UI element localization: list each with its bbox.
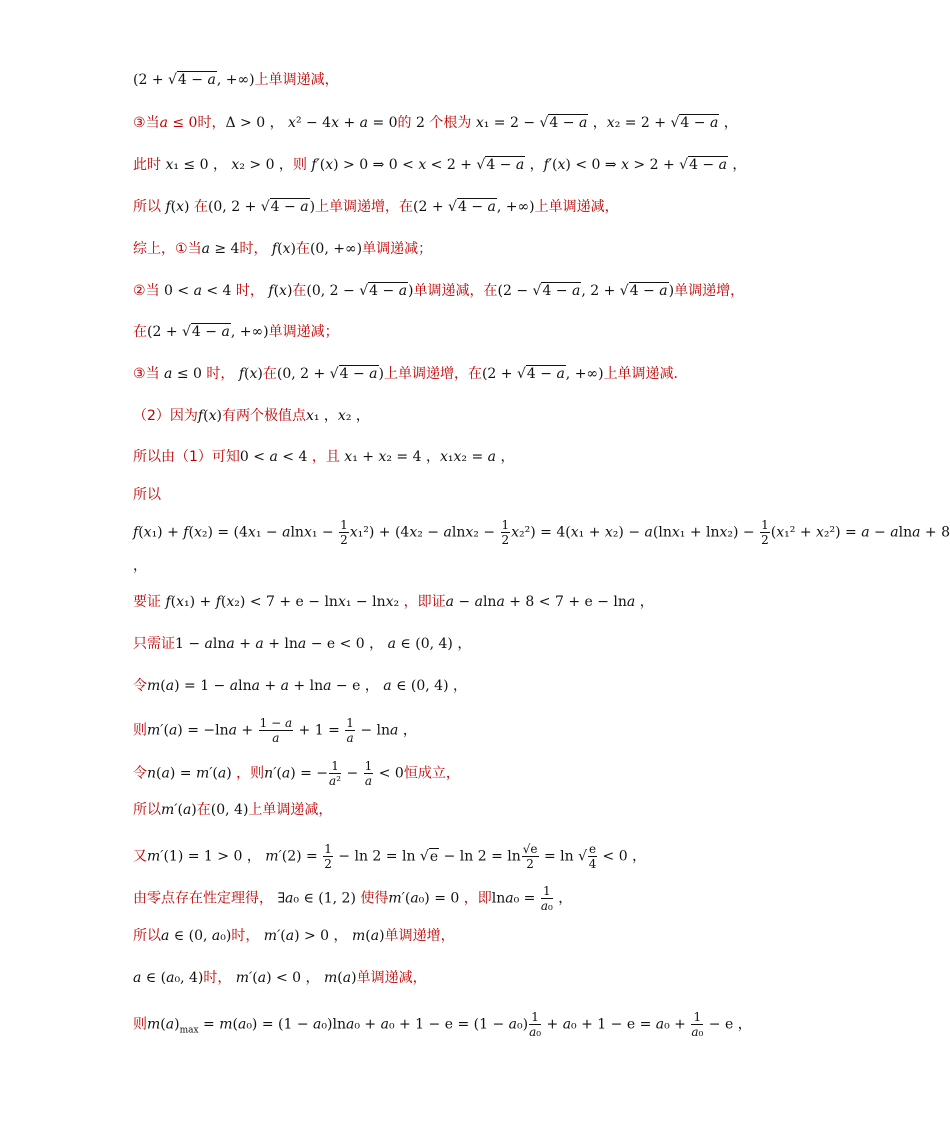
solution-line-22: 所以a ∈ (0, a₀)时， m′(a) > 0 ， m(a)单调递增， bbox=[133, 928, 455, 944]
solution-line-16: 令m(a) = 1 − alna + a + lna − e ， a ∈ (0, 4) ， bbox=[133, 678, 467, 694]
solution-line-23: a ∈ (a₀, 4)时， m′(a) < 0 ， m(a)单调递减， bbox=[133, 970, 427, 986]
solution-line-13: ， bbox=[133, 558, 147, 574]
solution-line-1: (2 + √4 − a, +∞)上单调递减， bbox=[133, 72, 339, 88]
solution-line-2: ③当a ≤ 0时，Δ > 0 ， x² − 4x + a = 0的 2 个根为 x₁ = 2 − √4 − a ，x₂ = 2 + √4 − a ， bbox=[133, 115, 738, 131]
solution-line-18: 令n(a) = m′(a) ，则n′(a) = − $\frac{1}{\text{a²}}$ − $\frac{1}{a}$ < 0恒成立， bbox=[133, 759, 460, 788]
solution-line-9: （2）因为f(x)有两个极值点x₁ ，x₂ ， bbox=[133, 408, 370, 424]
solution-line-19: 所以m′(a)在(0, 4)上单调递减， bbox=[133, 802, 333, 818]
solution-line-24: 则$m(a)_{max} = m(a_0) = (1 - a_0)\ln a_0 + a_0 + 1 - e = (1 - a_0)$ $\frac{1}{\text{a₀}}$ + a₀ + 1 − e = a₀ + $\frac{1}{\text{a₀}}$ − e ， bbox=[133, 1010, 752, 1039]
solution-line-11: 所以 bbox=[133, 487, 161, 503]
solution-line-15: 只需证1 − alna + a + lna − e < 0 ， a ∈ (0, 4) ， bbox=[133, 636, 472, 652]
solution-line-20: 又m′(1) = 1 > 0 ， m′(2) = $\frac{1}{2}$ − ln 2 = ln √e − ln 2 = ln $\frac{√e}{2}$ = ln √ $\frac{e}{4}$ < 0 ， bbox=[133, 842, 647, 871]
solution-line-6: ②当 0 < a < 4 时， f(x)在(0, 2 − √4 − a)单调递减，在(2 − √4 − a, 2 + √4 − a)单调递增， bbox=[133, 283, 745, 299]
solution-line-21: 由零点存在性定理得， ∃a₀ ∈ (1, 2) 使得m′(a₀) = 0 ，即lna₀ = $\frac{1}{\text{a₀}}$ ， bbox=[133, 884, 573, 913]
solution-line-14: 要证 f(x₁) + f(x₂) < 7 + e − lnx₁ − lnx₂ ，即证a − alna + 8 < 7 + e − lna ， bbox=[133, 594, 654, 610]
solution-line-12: f(x₁) + f(x₂) = (4x₁ − alnx₁ − $\frac{1}{2}$ x₁²) + (4x₂ − alnx₂ − $\frac{1}{2}$ x₂²) = 4(x₁ + x₂) − a(lnx₁ + lnx₂) − $\frac{1}{2}$ (x₁² + x₂²) = a − alna + 8 bbox=[133, 518, 950, 547]
solution-line-17: 则m′(a) = −lna + $\frac{1 - a}{a}$ + 1 = $\frac{1}{a}$ − lna ， bbox=[133, 716, 417, 745]
solution-line-3: 此时 x₁ ≤ 0 ， x₂ > 0 ，则 f′(x) > 0 ⇒ 0 < x < 2 + √4 − a ，f′(x) < 0 ⇒ x > 2 + √4 − a ， bbox=[133, 157, 747, 173]
solution-line-5: 综上，①当a ≥ 4时， f(x)在(0, +∞)单调递减； bbox=[133, 241, 433, 257]
solution-line-8: ③当 a ≤ 0 时， f(x)在(0, 2 + √4 − a)上单调递增，在(2 + √4 − a, +∞)上单调递减． bbox=[133, 366, 688, 382]
solution-line-7: 在(2 + √4 − a, +∞)单调递减； bbox=[133, 324, 339, 340]
solution-line-10: 所以由（1）可知0 < a < 4 ，且 x₁ + x₂ = 4 ，x₁x₂ = a ， bbox=[133, 449, 515, 465]
solution-line-4: 所以 f(x) 在(0, 2 + √4 − a)上单调递增，在(2 + √4 − a, +∞)上单调递减， bbox=[133, 199, 619, 215]
